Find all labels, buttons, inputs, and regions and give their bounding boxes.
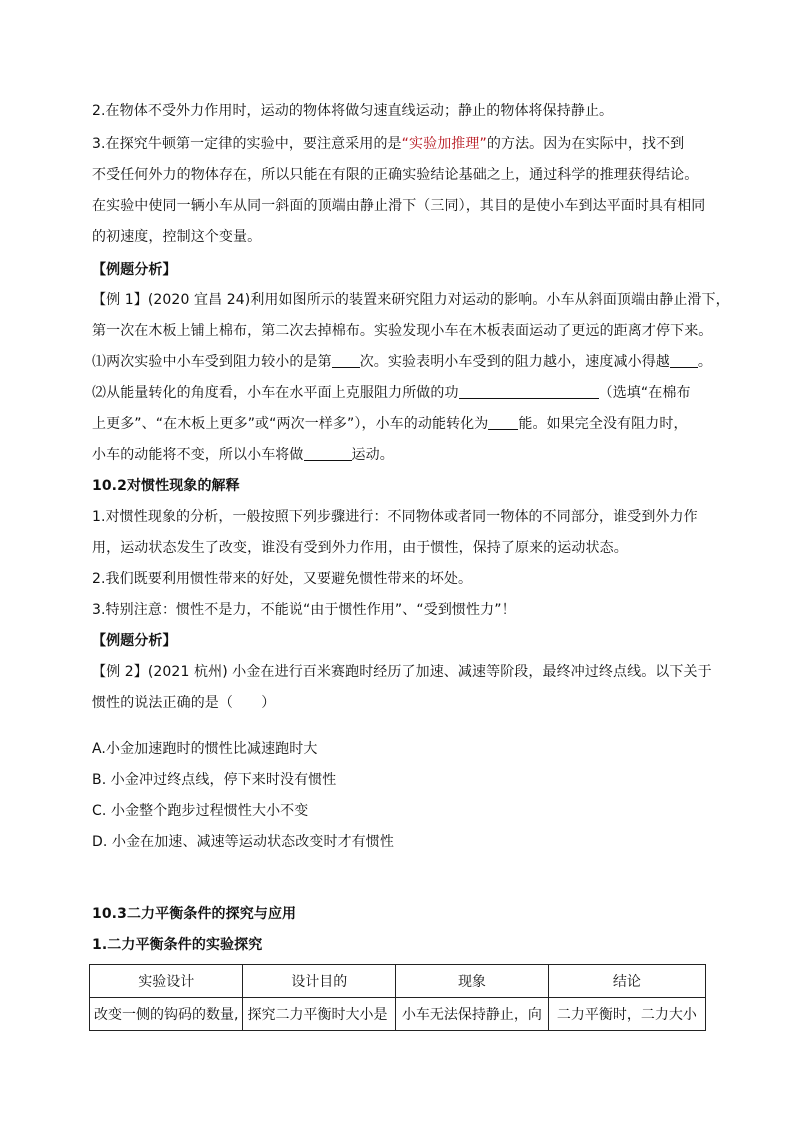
table-cell: 改变一侧的钩码的数量, [90, 998, 243, 1031]
text-segment: 小车的动能将不变，所以小车将做 [92, 447, 304, 463]
answer-blank [332, 353, 360, 368]
example-1-question-1 [92, 352, 712, 372]
table-cell: 小车无法保持静止，向 [396, 998, 549, 1031]
example-analysis-heading: 【例题分析】 [92, 262, 177, 278]
paragraph-line: 3.特别注意：惯性不是力，不能说“由于惯性作用”、“受到惯性力”！ [92, 602, 516, 618]
text-segment: 运动。 [351, 447, 394, 463]
text-segment: 的方法。因为在实际中，找不到 [486, 136, 685, 152]
answer-blank [304, 446, 352, 461]
paragraph-line: 在实验中使同一辆小车从同一斜面的顶端由静止滑下（三同），其目的是使小车到达平面时具有相同 [92, 198, 706, 214]
paragraph-line: 不受任何外力的物体存在，所以只能在有限的正确实验结论基础之上，通过科学的推理获得结论。 [92, 167, 699, 183]
table-header-cell: 设计目的 [243, 965, 396, 998]
option-c: C. 小金整个跑步过程惯性大小不变 [92, 803, 309, 819]
table-header-cell: 现象 [396, 965, 549, 998]
paragraph-line: 的初速度，控制这个变量。 [92, 229, 262, 245]
answer-blank [670, 353, 698, 368]
paragraph-line: 1.对惯性现象的分析，一般按照下列步骤进行：不同物体或者同一物体的不同部分，谁受到外力作 [92, 509, 698, 525]
example-2-line: 惯性的说法正确的是（ ） [92, 695, 276, 711]
option-b: B. 小金冲过终点线，停下来时没有惯性 [92, 772, 337, 788]
example-2-line: 【例 2】(2021 杭州) 小金在进行百米赛跑时经历了加速、减速等阶段，最终冲过终点线。以下关于 [92, 664, 712, 680]
subsection-heading: 1.二力平衡条件的实验探究 [92, 937, 263, 953]
table-header-cell: 实验设计 [90, 965, 243, 998]
text-segment: （选填“在棉布 [598, 385, 691, 401]
paragraph-law-1-point-3 [92, 134, 684, 154]
answer-blank [459, 384, 599, 399]
example-1-line [92, 445, 394, 465]
experiment-table [89, 964, 706, 1031]
example-1-question-2 [92, 383, 691, 403]
text-segment: 3.在探究牛顿第一定律的实验中，要注意采用的是 [92, 136, 402, 152]
table-cell: 二力平衡时，二力大小 [548, 998, 705, 1031]
text-segment: 次。实验表明小车受到的阻力越小，速度减小得越 [359, 354, 670, 370]
option-d: D. 小金在加速、减速等运动状态改变时才有惯性 [92, 834, 394, 850]
text-segment: ⑴两次实验中小车受到阻力较小的是第 [92, 354, 332, 370]
option-a: A.小金加速跑时的惯性比减速跑时大 [92, 741, 318, 757]
text-segment: 上更多”、“在木板上更多”或“两次一样多”），小车的动能转化为 [92, 416, 489, 432]
table-row [90, 998, 706, 1031]
example-1-line: 【例 1】(2020 宜昌 24)利用如图所示的装置来研究阻力对运动的影响。小车从斜面顶端由静止滑下， [92, 292, 730, 308]
section-heading-10-2: 10.2对惯性现象的解释 [92, 478, 240, 494]
paragraph-line: 2.我们既要利用惯性带来的好处，又要避免惯性带来的坏处。 [92, 571, 473, 587]
table-header-row [90, 965, 706, 998]
text-segment: ⑵从能量转化的角度看，小车在水平面上克服阻力所做的功 [92, 385, 459, 401]
section-heading-10-3: 10.3二力平衡条件的探究与应用 [92, 906, 297, 922]
text-segment: 能。如果完全没有阻力时， [518, 416, 688, 432]
paragraph-line: 用，运动状态发生了改变，谁没有受到外力作用，由于惯性，保持了原来的运动状态。 [92, 540, 628, 556]
table-header-cell: 结论 [548, 965, 705, 998]
paragraph-law-1-point-2: 2.在物体不受外力作用时，运动的物体将做匀速直线运动；静止的物体将保持静止。 [92, 103, 614, 119]
table-cell: 探究二力平衡时大小是 [243, 998, 396, 1031]
example-1-line [92, 414, 688, 434]
highlighted-method: “实验加推理” [401, 136, 487, 152]
text-segment: 。 [697, 354, 713, 370]
answer-blank [488, 415, 518, 430]
example-1-line: 第一次在木板上铺上棉布，第二次去掉棉布。实验发现小车在木板表面运动了更远的距离才停下来。 [92, 323, 713, 339]
example-analysis-heading: 【例题分析】 [92, 633, 177, 649]
